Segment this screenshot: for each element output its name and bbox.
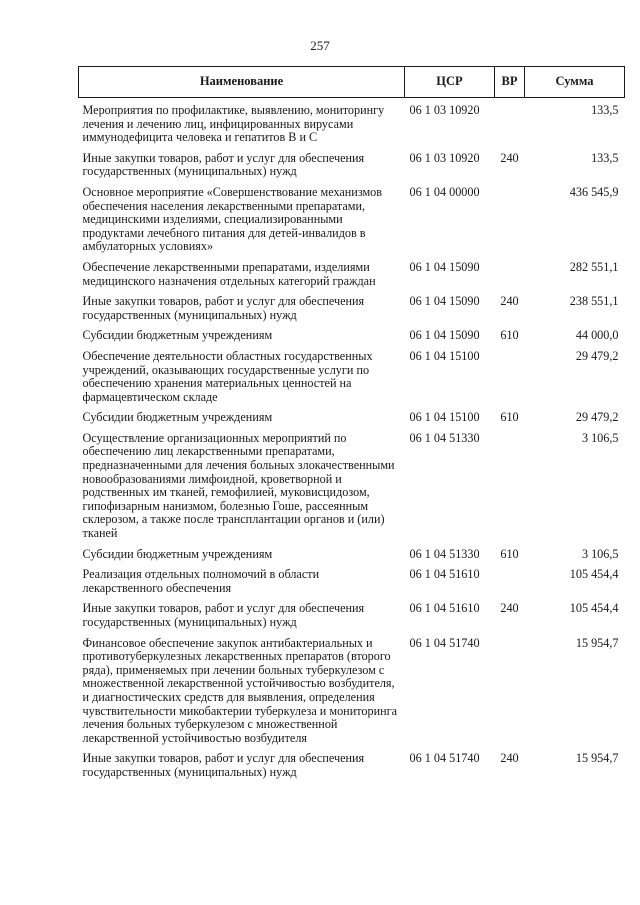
row-sum: 44 000,0 <box>575 328 619 343</box>
table-row <box>79 329 625 350</box>
row-vr: 240 <box>500 751 519 766</box>
header-csr: ЦСР <box>405 67 495 98</box>
row-csr: 06 1 03 10920 <box>409 103 480 117</box>
table-row <box>79 152 625 186</box>
table-row <box>79 295 625 329</box>
row-sum: 15 954,7 <box>575 751 619 766</box>
header-name: Наименование <box>79 67 405 98</box>
row-name: Иные закупки товаров, работ и услуг для обеспечения государственных (муниципальных) нужд <box>82 150 365 179</box>
table-header-row <box>79 67 625 98</box>
row-sum: 15 954,7 <box>575 635 619 650</box>
row-csr: 06 1 04 51610 <box>409 601 480 616</box>
table-row <box>79 186 625 261</box>
row-vr <box>495 104 525 152</box>
row-vr: 610 <box>500 328 519 343</box>
row-sum: 3 106,5 <box>581 430 619 445</box>
budget-table <box>78 66 625 787</box>
table-row <box>79 104 625 152</box>
row-name: Реализация отдельных полномочий в области лекарственного обеспечения <box>82 567 320 595</box>
row-name: Обеспечение лекарственными препаратами, изделиями медицинского назначения отдельных категорий граждан <box>82 259 376 288</box>
table-row <box>79 432 625 548</box>
header-vr: ВР <box>495 67 525 98</box>
row-vr <box>495 568 525 602</box>
table-row <box>79 548 625 569</box>
row-name: Основное мероприятие «Совершенствование механизмов обеспечения населения лекарственными препаратами, медицинскими изделиями, специализированными продуктами лечебного питания для детей-инвалидов в амбулаторных условиях» <box>82 184 383 254</box>
header-sum: Сумма <box>525 67 625 98</box>
row-name: Обеспечение деятельности областных государственных учреждений, оказывающих государственные услуги по обеспечению хранения материальных ценностей на фармацевтическом складе <box>82 348 373 404</box>
row-vr: 240 <box>500 150 519 165</box>
table-row <box>79 602 625 636</box>
row-csr: 06 1 04 15100 <box>409 410 480 425</box>
row-name: Иные закупки товаров, работ и услуг для обеспечения государственных (муниципальных) нужд <box>82 751 365 779</box>
row-sum: 282 551,1 <box>569 259 619 274</box>
row-csr: 06 1 04 51330 <box>409 430 480 445</box>
row-sum: 238 551,1 <box>569 294 619 309</box>
row-sum: 29 479,2 <box>575 410 619 425</box>
row-vr <box>495 637 525 753</box>
page-number: 257 <box>310 38 330 53</box>
row-csr: 06 1 04 51740 <box>409 635 480 650</box>
row-name: Мероприятия по профилактике, выявлению, мониторингу лечения и лечению лиц, инфицированных вирусами иммунодефицита человека и гепатитов В и С <box>82 103 385 145</box>
row-csr: 06 1 04 00000 <box>409 184 480 199</box>
row-sum: 436 545,9 <box>569 184 619 199</box>
row-name: Осуществление организационных мероприятий по обеспечению лиц лекарственными препаратами, предназначенными для лечения больных злокачественными новообразованиями лимфоидной, кроветворной и родственных им тканей, гемофилией, муковисцидозом, гипофизарным нанизмом, болезнью Гоше, рассеянным склерозом, а также после трансплантации органов и (или) тканей <box>82 430 395 541</box>
row-sum: 105 454,4 <box>569 567 619 582</box>
table-row <box>79 261 625 295</box>
row-csr: 06 1 04 51610 <box>409 567 480 582</box>
row-name: Субсидии бюджетным учреждениям <box>82 410 273 425</box>
row-vr: 240 <box>500 601 519 616</box>
row-csr: 06 1 04 15090 <box>409 259 480 274</box>
row-vr <box>495 261 525 295</box>
row-sum: 3 106,5 <box>581 546 619 561</box>
row-csr: 06 1 04 15100 <box>409 348 480 363</box>
row-csr: 06 1 03 10920 <box>409 150 480 165</box>
row-csr: 06 1 04 15090 <box>409 294 480 309</box>
table-row <box>79 350 625 411</box>
row-name: Иные закупки товаров, работ и услуг для обеспечения государственных (муниципальных) нужд <box>82 601 365 629</box>
row-vr <box>495 350 525 411</box>
row-sum: 133,5 <box>591 150 619 165</box>
row-csr: 06 1 04 15090 <box>409 328 480 343</box>
table-row <box>79 752 625 786</box>
row-sum: 133,5 <box>591 103 619 117</box>
row-vr: 610 <box>500 410 519 425</box>
row-name: Субсидии бюджетным учреждениям <box>82 546 273 561</box>
row-sum: 29 479,2 <box>575 348 619 363</box>
table-row <box>79 637 625 753</box>
row-name: Финансовое обеспечение закупок антибактериальных и противотуберкулезных лекарственных препаратов (второго ряда), применяемых при лечении больных туберкулезом с множественной лекарственной устойчивостью возбудителя, и диагностических средств для выявления, определения чувствительности микобактерии туберкулеза и мониторинга лечения больных туберкулезом с множественной лекарственной устойчивостью возбудителя <box>82 635 398 745</box>
row-sum: 105 454,4 <box>569 601 619 616</box>
row-csr: 06 1 04 51330 <box>409 546 480 561</box>
row-csr: 06 1 04 51740 <box>409 751 480 766</box>
row-vr: 610 <box>500 546 519 561</box>
row-vr: 240 <box>500 294 519 309</box>
table-row <box>79 411 625 432</box>
table-row <box>79 568 625 602</box>
row-name: Субсидии бюджетным учреждениям <box>82 328 273 343</box>
row-vr <box>495 432 525 548</box>
row-vr <box>495 186 525 261</box>
row-name: Иные закупки товаров, работ и услуг для обеспечения государственных (муниципальных) нужд <box>82 294 365 322</box>
